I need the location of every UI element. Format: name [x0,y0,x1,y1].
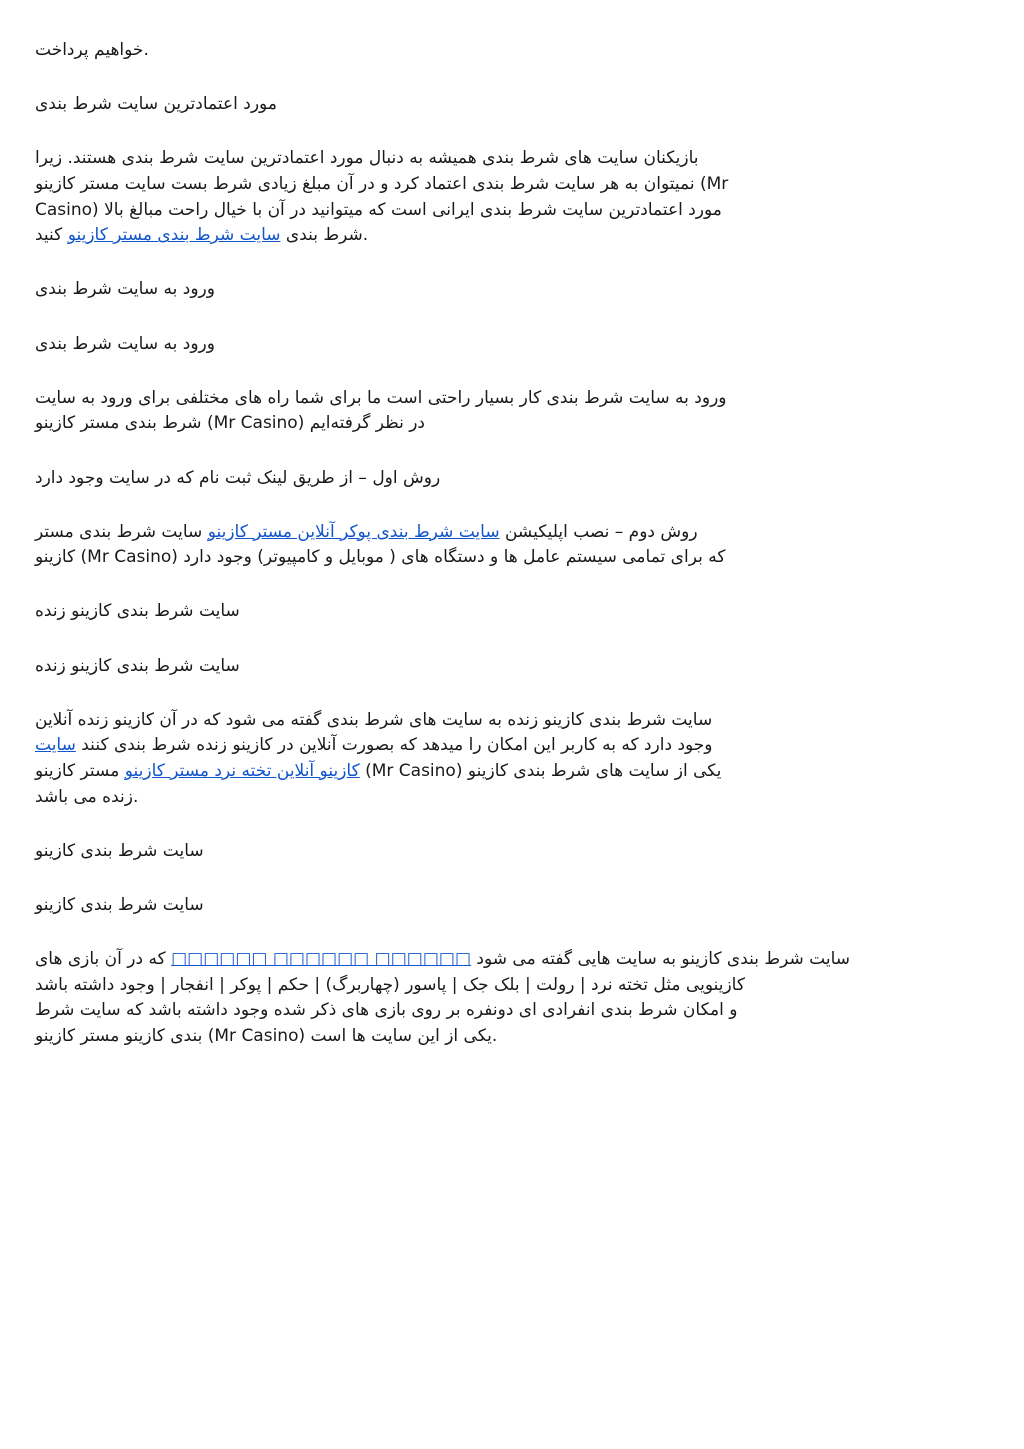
text-line: Casino) مورد اعتمادترین سایت شرط بندی ایرانی است که میتوانید در آن با خیال راحت مبالغ بالا [35,199,722,220]
text-segment: کنید. [35,225,369,246]
text-line: خواهیم پرداخت. [35,40,149,60]
text-line: کازینو (Mr Casino) که برای تمامی سیستم عامل ها و دستگاه های ( موبایل و کامپیوتر) وجود دارد [35,547,726,568]
text-line: و امکان شرط بندی انفرادی ای دونفره بر روی بازی های ذکر شده وجود داشته باشد که سایت شرط [35,1000,738,1021]
text-line: بندی کازینو مستر کازینو (Mr Casino) یکی از این سایت ها است. [35,1025,498,1046]
text-line [35,520,991,546]
text-line [35,947,991,973]
text-line: بازیکنان سایت های شرط بندی همیشه به دنبال مورد اعتمادترین سایت شرط بندی هستند. زیرا [35,148,699,169]
text-line [35,759,991,785]
text-line: شرط بندی مستر کازینو (Mr Casino) در نظر گرفته‌ایم [35,413,426,434]
online-backgammon-link-start[interactable]: سایت [35,735,76,756]
garbled-link[interactable]: □□□□□□ □□□□□□ □□□□□□ [171,949,472,970]
text-line: زنده می باشد. [35,786,139,807]
text-segment: وجود دارد که به کاربر این امکان را میدهد که بصورت آنلاین در کازینو زنده شرط بندی کنند [75,735,713,756]
heading-live-casino-repeat: سایت شرط بندی کازینو زنده [35,655,240,676]
text-line: نمیتوان به هر سایت شرط بندی اعتماد کرد و در آن مبلغ زیادی شرط بست سایت مستر کازینو (Mr [35,173,729,194]
text-segment: سایت شرط بندی مستر [35,521,208,542]
heading-casino-betting-repeat: سایت شرط بندی کازینو [35,895,204,915]
document-body [35,38,991,1050]
online-poker-site-link[interactable]: سایت شرط بندی پوکر آنلاین مستر کازینو [207,521,500,542]
heading-site-login: ورود به سایت شرط بندی [35,279,215,300]
text-segment: مستر کازینو (Mr Casino) یکی از سایت های شرط بندی کازینو [35,761,722,782]
text-line: سایت شرط بندی کازینو زنده به سایت های شرط بندی گفته می شود که در آن کازینو زنده آنلاین [35,709,713,730]
paragraph-live-casino [35,708,991,810]
text-line: ورود به سایت شرط بندی کار بسیار راحتی است ما برای شما راه های مختلفی برای ورود به سایت [35,387,727,408]
heading-trusted-site: مورد اعتمادترین سایت شرط بندی [35,94,277,115]
text-segment: روش دوم – نصب اپلیکیشن [499,521,698,542]
paragraph-casino-betting [35,947,991,1049]
heading-live-casino: سایت شرط بندی کازینو زنده [35,601,240,622]
login-method-one: روش اول – از طریق لینک ثبت نام که در سایت وجود دارد [35,467,441,488]
online-backgammon-link[interactable]: کازینو آنلاین تخته نرد مستر کازینو [124,761,360,782]
heading-site-login-repeat: ورود به سایت شرط بندی [35,333,215,354]
text-line: کازینویی مثل تخته نرد | رولت | بلک جک | پاسور (چهاربرگ) | حکم | پوکر | انفجار | وجود داشته باشد [35,974,745,995]
paragraph-site-login [35,386,991,437]
heading-casino-betting: سایت شرط بندی کازینو [35,840,204,861]
text-line [35,223,991,249]
mrcasino-betting-site-link[interactable]: سایت شرط بندی مستر کازینو [67,225,281,246]
login-method-two [35,520,991,571]
text-line [35,733,991,759]
text-segment: سایت شرط بندی کازینو به سایت هایی گفته می شود [471,949,851,970]
text-segment: که در آن بازی های [35,949,172,970]
text-segment: شرط بندی [280,225,363,246]
paragraph-trusted-site [35,146,991,248]
